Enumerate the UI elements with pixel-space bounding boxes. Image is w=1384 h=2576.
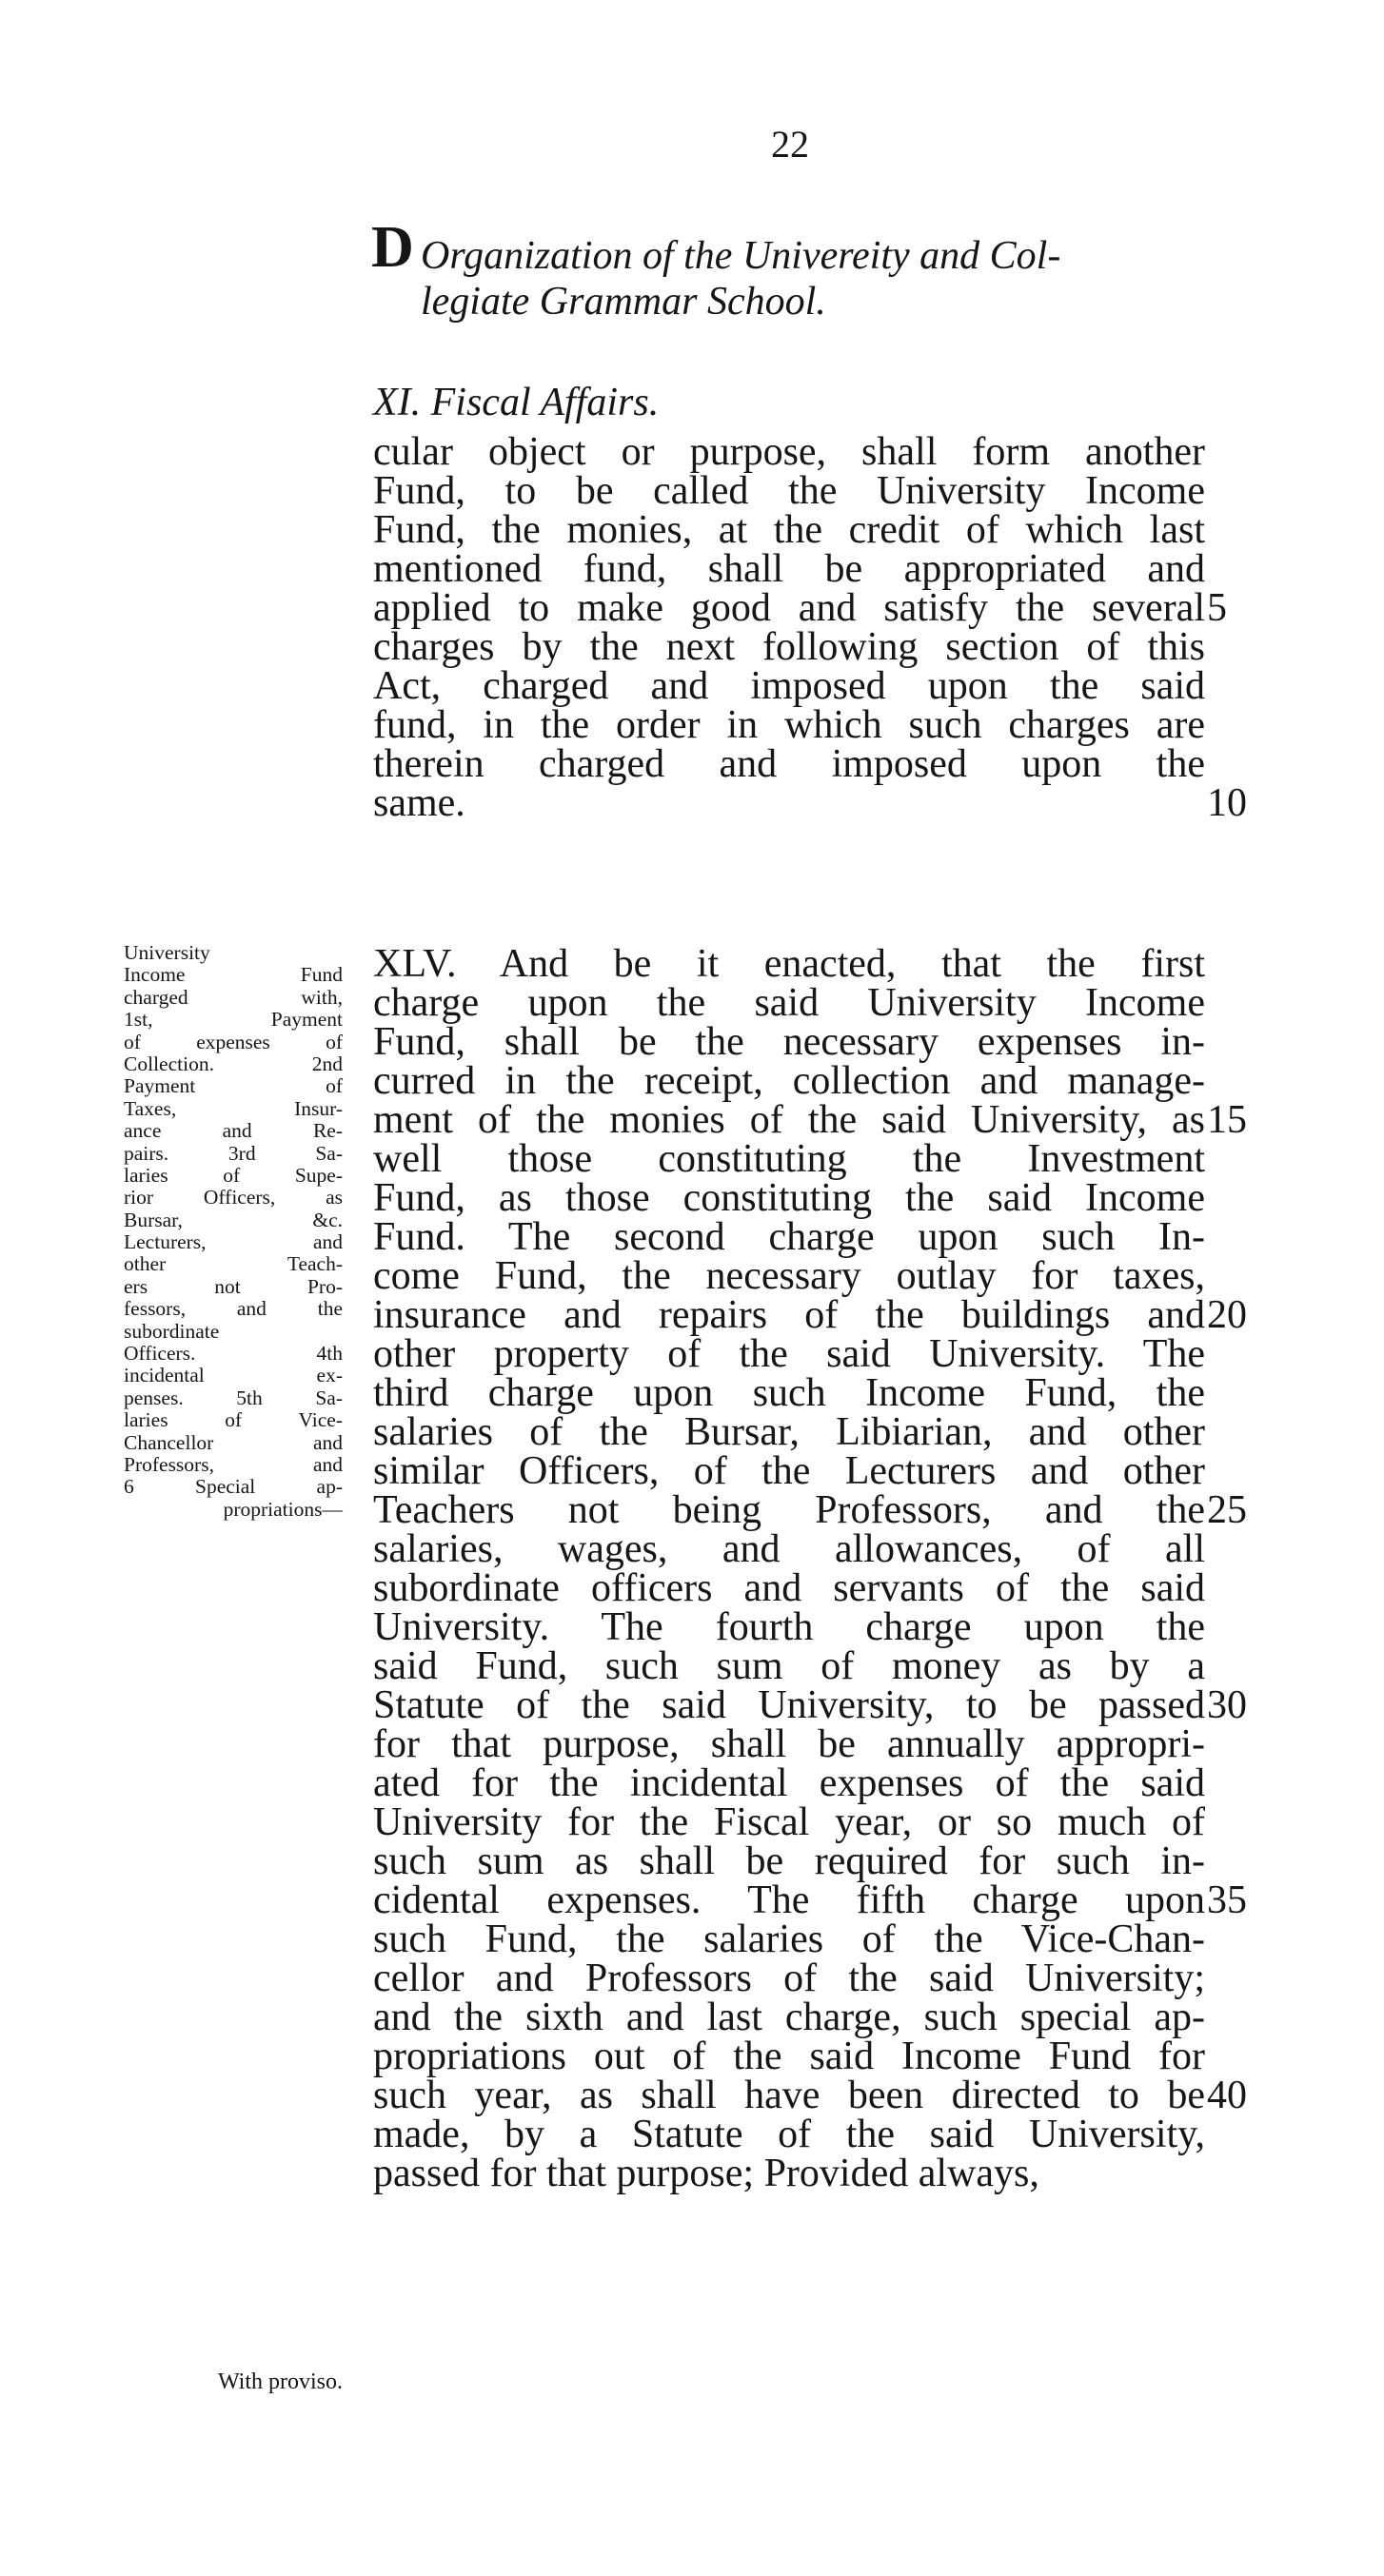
running-header-title: Organization of the Univereity and Col- legiate Grammar School. bbox=[421, 234, 1061, 324]
text-line: made, by a Statute of the said University, bbox=[373, 2113, 1205, 2156]
line-number: 40 bbox=[1207, 2074, 1247, 2117]
text-line: well those constituting the Investment bbox=[373, 1137, 1205, 1181]
text-line: third charge upon such Income Fund, the bbox=[373, 1371, 1205, 1415]
margin-note-line: Officers. 4th bbox=[124, 1342, 343, 1366]
margin-note-line: charged with, bbox=[124, 985, 343, 1009]
margin-note-line: pairs. 3rd Sa- bbox=[124, 1141, 343, 1165]
line-number: 25 bbox=[1207, 1488, 1247, 1532]
text-line: curred in the receipt, collection and manage- bbox=[373, 1059, 1205, 1103]
text-line: cidental expenses. The fifth charge upon bbox=[373, 1878, 1205, 1922]
text-line: Fund, to be called the University Income bbox=[373, 469, 1205, 513]
margin-note-line: incidental ex- bbox=[124, 1364, 343, 1387]
margin-note-line: laries of Supe- bbox=[124, 1163, 343, 1187]
text-line: and the sixth and last charge, such special ap- bbox=[373, 1996, 1205, 2039]
margin-note-line: Professors, and bbox=[124, 1452, 343, 1476]
text-line: such year, as shall have been directed to be bbox=[373, 2074, 1205, 2117]
margin-note-line: subordinate bbox=[124, 1319, 220, 1343]
continuation-paragraph bbox=[373, 430, 1205, 825]
line-number: 30 bbox=[1207, 1683, 1247, 1727]
text-line: subordinate officers and servants of the said bbox=[373, 1566, 1205, 1610]
text-line: propriations out of the said Income Fund for bbox=[373, 2035, 1205, 2078]
text-line: salaries of the Bursar, Libiarian, and other bbox=[373, 1410, 1205, 1454]
text-line: charge upon the said University Income bbox=[373, 981, 1205, 1025]
margin-note-line: Collection. 2nd bbox=[124, 1052, 343, 1075]
margin-note-line: ers not Pro- bbox=[124, 1274, 343, 1298]
margin-note-line: fessors, and the bbox=[124, 1297, 343, 1321]
text-line: ment of the monies of the said University, as bbox=[373, 1098, 1205, 1142]
text-line: University for the Fiscal year, or so much of bbox=[373, 1800, 1205, 1844]
text-line: similar Officers, of the Lecturers and other bbox=[373, 1449, 1205, 1493]
margin-note-line: Payment of bbox=[124, 1074, 343, 1098]
margin-note-line: Taxes, Insur- bbox=[124, 1096, 343, 1120]
margin-note-line: University bbox=[124, 941, 210, 964]
margin-note-line: Chancellor and bbox=[124, 1430, 343, 1454]
margin-note-line: of expenses of bbox=[124, 1030, 343, 1053]
text-line: Fund, shall be the necessary expenses in- bbox=[373, 1020, 1205, 1064]
margin-note-line: ance and Re- bbox=[124, 1119, 343, 1143]
text-line: University. The fourth charge upon the bbox=[373, 1605, 1205, 1649]
text-line: cular object or purpose, shall form another bbox=[373, 430, 1205, 474]
margin-note-line: Bursar, &c. bbox=[124, 1208, 343, 1231]
text-line: said Fund, such sum of money as by a bbox=[373, 1644, 1205, 1688]
text-line: cellor and Professors of the said University; bbox=[373, 1957, 1205, 2000]
text-line: such sum as shall be required for such in- bbox=[373, 1839, 1205, 1883]
text-line: therein charged and imposed upon the bbox=[373, 742, 1205, 786]
line-number: 10 bbox=[1207, 781, 1247, 825]
section-heading: XI. Fiscal Affairs. bbox=[373, 381, 660, 424]
margin-note-line: Income Fund bbox=[124, 963, 343, 987]
text-line: Fund, as those constituting the said Income bbox=[373, 1176, 1205, 1220]
margin-note-line: 6 Special ap- bbox=[124, 1475, 343, 1499]
text-line: ated for the incidental expenses of the said bbox=[373, 1761, 1205, 1805]
margin-note-line: other Teach- bbox=[124, 1252, 343, 1276]
page-number: 22 bbox=[771, 123, 809, 166]
line-number: 35 bbox=[1207, 1878, 1247, 1922]
line-number: 5 bbox=[1207, 586, 1227, 630]
text-line: for that purpose, shall be annually appropri- bbox=[373, 1722, 1205, 1766]
header-drop-mark: D bbox=[371, 215, 414, 280]
margin-note-line: laries of Vice- bbox=[124, 1408, 343, 1432]
margin-note bbox=[124, 942, 343, 1521]
text-line: XLV. And be it enacted, that the first bbox=[373, 942, 1205, 986]
text-line: Teachers not being Professors, and the bbox=[373, 1488, 1205, 1532]
text-line: insurance and repairs of the buildings and bbox=[373, 1293, 1205, 1337]
text-line: passed for that purpose; Provided always, bbox=[373, 2152, 1039, 2195]
margin-note-line: 1st, Payment bbox=[124, 1008, 343, 1032]
margin-note-line: rior Officers, as bbox=[124, 1186, 343, 1209]
margin-note-line: penses. 5th Sa- bbox=[124, 1386, 343, 1409]
text-line: Statute of the said University, to be passed bbox=[373, 1683, 1205, 1727]
text-line: other property of the said University. The bbox=[373, 1332, 1205, 1376]
text-line: applied to make good and satisfy the several bbox=[373, 586, 1205, 630]
text-line: salaries, wages, and allowances, of all bbox=[373, 1527, 1205, 1571]
text-line: mentioned fund, shall be appropriated and bbox=[373, 547, 1205, 591]
text-line: fund, in the order in which such charges are bbox=[373, 703, 1205, 747]
margin-note-line: propriations— bbox=[223, 1497, 343, 1521]
margin-note-line: With proviso. bbox=[217, 2370, 343, 2394]
text-line: same. bbox=[373, 781, 465, 825]
margin-note-line: Lecturers, and bbox=[124, 1230, 343, 1254]
line-number: 15 bbox=[1207, 1098, 1247, 1142]
text-line: such Fund, the salaries of the Vice-Chan- bbox=[373, 1917, 1205, 1961]
line-number: 20 bbox=[1207, 1293, 1247, 1337]
margin-note-proviso bbox=[105, 2371, 343, 2393]
text-line: Fund. The second charge upon such In- bbox=[373, 1215, 1205, 1259]
section-xlv-paragraph bbox=[373, 942, 1205, 2195]
text-line: charges by the next following section of this bbox=[373, 625, 1205, 669]
text-line: come Fund, the necessary outlay for taxes, bbox=[373, 1254, 1205, 1298]
text-line: Fund, the monies, at the credit of which last bbox=[373, 508, 1205, 552]
text-line: Act, charged and imposed upon the said bbox=[373, 664, 1205, 708]
